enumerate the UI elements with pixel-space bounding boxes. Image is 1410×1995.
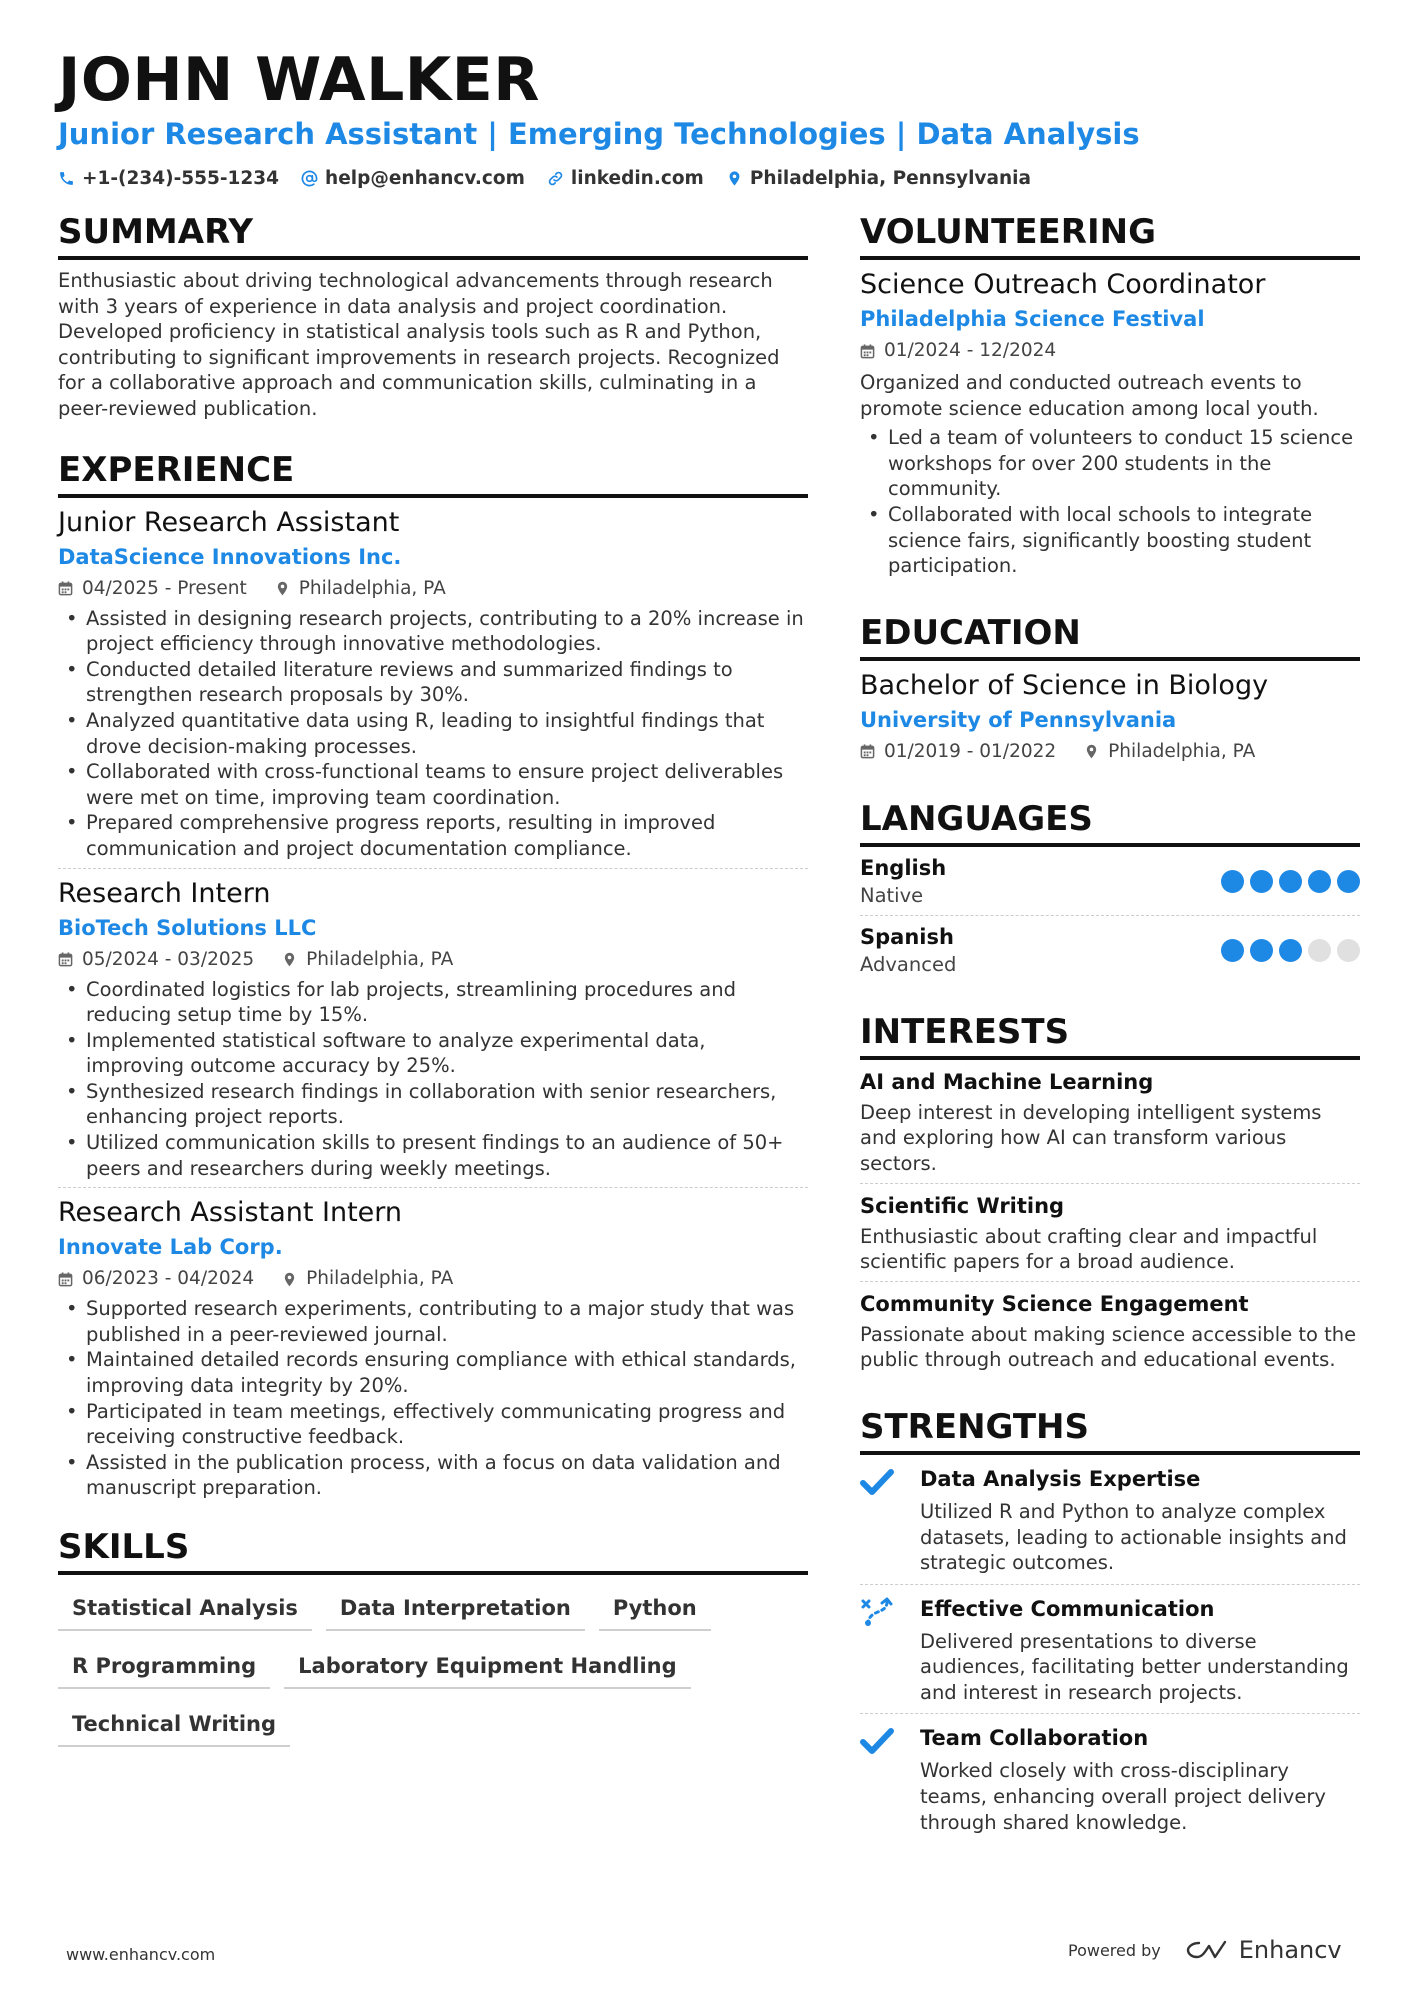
bullet-item: • Utilized communication skills to present findings to an audience of 50+ peers and researchers during weekly meetings.: [58, 1130, 808, 1181]
degree-title: Bachelor of Science in Biology: [860, 669, 1269, 701]
contact-phone[interactable]: [58, 168, 279, 189]
entry-meta: [860, 739, 1360, 765]
section-title: VOLUNTEERING: [860, 210, 1360, 260]
link-icon: [547, 170, 564, 187]
powered-by-text: Powered by: [1068, 1940, 1161, 1960]
strengths-section: [860, 1405, 1360, 1843]
entry-meta: [58, 947, 808, 973]
interests-section: [860, 1010, 1360, 1379]
section-title: SUMMARY: [58, 210, 808, 260]
enhancv-logo-icon: [1185, 1938, 1229, 1962]
section-title: STRENGTHS: [860, 1405, 1360, 1455]
dates-text: 04/2025 - Present: [82, 577, 247, 599]
dates-text: 05/2024 - 03/2025: [82, 948, 255, 970]
contact-email[interactable]: [301, 168, 525, 189]
entry-meta: [58, 576, 808, 602]
bullet-list: [58, 977, 808, 1182]
dates-text: 01/2024 - 12/2024: [884, 340, 1057, 361]
summary-section: [58, 210, 808, 422]
experience-entry: [58, 498, 808, 868]
bullet-item: • Participated in team meetings, effectively communicating progress and receiving constructive feedback.: [58, 1399, 808, 1450]
bullet-item: • Collaborated with cross-functional teams to ensure project deliverables were met on time, improving team coordination.: [58, 759, 808, 810]
checkmark-icon: [860, 1467, 894, 1497]
job-title: Research Intern: [58, 877, 271, 909]
location-pin-icon: [1084, 744, 1099, 759]
language-row: [860, 847, 1360, 915]
proficiency-dot-filled: [1308, 870, 1331, 893]
location-pin-icon: [282, 1272, 297, 1287]
bullet-item: • Analyzed quantitative data using R, leading to insightful findings that drove decision-making processes.: [58, 708, 808, 759]
footer-website[interactable]: www.enhancv.com: [66, 1945, 216, 1964]
location-text: Philadelphia, Pennsylvania: [749, 168, 1031, 189]
skills-section: [58, 1525, 808, 1747]
language-name: Spanish: [860, 924, 954, 949]
dates-text: 06/2023 - 04/2024: [82, 1268, 255, 1290]
proficiency-dots: [1221, 870, 1360, 893]
date-range: [58, 947, 254, 973]
section-title: EDUCATION: [860, 611, 1360, 661]
interest-text: Enthusiastic about crafting clear and impactful scientific papers for a broad audience.: [860, 1224, 1318, 1274]
interest-title: Scientific Writing: [860, 1193, 1065, 1218]
section-title: EXPERIENCE: [58, 448, 808, 498]
calendar-icon: [58, 1272, 73, 1287]
checkmark-icon: [860, 1726, 894, 1756]
company-name: BioTech Solutions LLC: [58, 915, 317, 940]
section-title: LANGUAGES: [860, 797, 1360, 847]
entry-location: [1084, 739, 1255, 765]
experience-section: [58, 448, 808, 1507]
job-title: Junior Research Assistant: [58, 506, 400, 538]
contact-linkedin[interactable]: [547, 168, 704, 189]
location-pin-icon: [282, 952, 297, 967]
proficiency-dot-filled: [1250, 870, 1273, 893]
volunteer-role: Science Outreach Coordinator: [860, 269, 1266, 300]
bullet-list: [58, 1296, 808, 1501]
location-text: Philadelphia, PA: [306, 948, 454, 970]
calendar-icon: [860, 744, 875, 759]
organization-name: Philadelphia Science Festival: [860, 307, 1205, 331]
entry-location: [275, 576, 446, 602]
proficiency-dot-filled: [1250, 939, 1273, 962]
proficiency-dot-empty: [1308, 939, 1331, 962]
date-range: [58, 1266, 254, 1292]
bullet-list: [58, 606, 808, 862]
linkedin-text: linkedin.com: [570, 168, 704, 189]
skill-tag: Statistical Analysis: [58, 1589, 312, 1631]
education-section: [860, 611, 1360, 771]
strength-item: [860, 1713, 1360, 1843]
brand-name: Enhancv: [1238, 1936, 1342, 1964]
bullet-item: • Implemented statistical software to analyze experimental data, improving outcome accuracy by 25%.: [58, 1028, 808, 1079]
school-name: University of Pennsylvania: [860, 707, 1177, 732]
interest-title: AI and Machine Learning: [860, 1069, 1154, 1094]
language-name: English: [860, 855, 947, 880]
language-row: [860, 915, 1360, 984]
skills-list: [58, 1589, 808, 1747]
skill-tag: Technical Writing: [58, 1705, 290, 1747]
entry-meta: [58, 1266, 808, 1292]
calendar-icon: [58, 952, 73, 967]
date-range: [860, 739, 1056, 765]
language-level: Native: [860, 883, 924, 907]
company-name: DataScience Innovations Inc.: [58, 544, 402, 569]
bullet-item: • Conducted detailed literature reviews and summarized findings to strengthen research proposals by 30%.: [58, 657, 808, 708]
left-column: [58, 210, 808, 1773]
strength-item: [860, 1584, 1360, 1714]
location-pin-icon: [275, 581, 290, 596]
proficiency-dot-filled: [1337, 870, 1360, 893]
skill-tag: Python: [599, 1589, 711, 1631]
company-name: Innovate Lab Corp.: [58, 1235, 283, 1260]
skill-tag: Laboratory Equipment Handling: [284, 1647, 690, 1689]
volunteering-entry: [860, 260, 1360, 585]
entry-location: [282, 947, 453, 973]
entry-meta: [860, 338, 1360, 364]
entry-location: [282, 1266, 453, 1292]
bullet-item: • Assisted in the publication process, with a focus on data validation and manuscript preparation.: [58, 1450, 808, 1501]
proficiency-dot-filled: [1221, 870, 1244, 893]
strategy-icon: [860, 1597, 894, 1627]
interest-item: [860, 1281, 1360, 1379]
summary-text: Enthusiastic about driving technological advancements through research with 3 years of experience in data analysis and project coordination. Developed proficiency in statistical analysis tools such as R and Python, contributing to significant improvements in research projects. Recognized for a collaborative approach and communication skills, culminating in a peer-reviewed publication.: [58, 269, 780, 420]
bullet-item: • Coordinated logistics for lab projects, streamlining procedures and reducing setup time by 15%.: [58, 977, 808, 1028]
date-range: [860, 338, 1056, 364]
strength-text: Utilized R and Python to analyze complex datasets, leading to actionable insights and strategic outcomes.: [920, 1499, 1347, 1575]
bullet-item: • Collaborated with local schools to integrate science fairs, significantly boosting student participation.: [860, 502, 1360, 579]
interest-item: [860, 1183, 1360, 1281]
proficiency-dots: [1221, 939, 1360, 962]
language-level: Advanced: [860, 952, 957, 976]
experience-entry: [58, 1187, 808, 1507]
interest-item: [860, 1060, 1360, 1183]
interest-title: Community Science Engagement: [860, 1291, 1249, 1316]
calendar-icon: [860, 344, 875, 359]
proficiency-dot-filled: [1279, 939, 1302, 962]
phone-icon: [58, 170, 75, 187]
proficiency-dot-filled: [1279, 870, 1302, 893]
location-text: Philadelphia, PA: [298, 577, 446, 599]
right-column: [860, 210, 1360, 1869]
location-text: Philadelphia, PA: [306, 1268, 454, 1290]
experience-entry: [58, 868, 808, 1188]
email-text: help@enhancv.com: [325, 168, 525, 189]
candidate-tagline: Junior Research Assistant | Emerging Technologies | Data Analysis: [58, 117, 1140, 151]
proficiency-dot-empty: [1337, 939, 1360, 962]
contact-bar: [58, 168, 1031, 189]
location-text: Philadelphia, PA: [1108, 740, 1256, 762]
section-title: SKILLS: [58, 1525, 808, 1575]
phone-text: +1-(234)-555-1234: [82, 168, 280, 189]
bullet-item: • Assisted in designing research projects, contributing to a 20% increase in project efficiency through innovative methodologies.: [58, 606, 808, 657]
at-sign-icon: [301, 170, 318, 187]
strength-text: Worked closely with cross-disciplinary teams, enhancing overall project delivery through shared knowledge.: [920, 1759, 1326, 1834]
footer-branding: [1068, 1936, 1342, 1964]
proficiency-dot-filled: [1221, 939, 1244, 962]
strength-title: Data Analysis Expertise: [920, 1466, 1201, 1491]
strength-text: Delivered presentations to diverse audiences, facilitating better understanding and interest in research projects.: [920, 1629, 1349, 1704]
bullet-item: • Synthesized research findings in collaboration with senior researchers, enhancing project reports.: [58, 1079, 808, 1130]
bullet-item: • Prepared comprehensive progress reports, resulting in improved communication and project documentation compliance.: [58, 810, 808, 861]
contact-location: [726, 168, 1031, 189]
calendar-icon: [58, 581, 73, 596]
skill-tag: Data Interpretation: [326, 1589, 585, 1631]
strength-item: [860, 1455, 1360, 1584]
bullet-item: • Supported research experiments, contributing to a major study that was published in a peer-reviewed journal.: [58, 1296, 808, 1347]
section-title: INTERESTS: [860, 1010, 1360, 1060]
volunteer-description: Organized and conducted outreach events to promote science education among local youth.: [860, 371, 1319, 420]
volunteering-section: [860, 210, 1360, 585]
job-title: Research Assistant Intern: [58, 1197, 403, 1229]
bullet-item: • Led a team of volunteers to conduct 15 science workshops for over 200 students in the community.: [860, 425, 1360, 502]
interest-text: Deep interest in developing intelligent systems and exploring how AI can transform various sectors.: [860, 1100, 1322, 1175]
strength-title: Team Collaboration: [920, 1726, 1149, 1751]
languages-section: [860, 797, 1360, 984]
dates-text: 01/2019 - 01/2022: [884, 740, 1057, 762]
bullet-list: [860, 425, 1360, 579]
education-entry: [860, 661, 1360, 771]
brand-logo[interactable]: [1185, 1936, 1342, 1964]
location-pin-icon: [726, 170, 743, 187]
interest-text: Passionate about making science accessible to the public through outreach and educational events.: [860, 1322, 1357, 1372]
candidate-name: JOHN WALKER: [58, 45, 540, 115]
date-range: [58, 576, 247, 602]
bullet-item: • Maintained detailed records ensuring compliance with ethical standards, improving data integrity by 20%.: [58, 1347, 808, 1398]
strength-title: Effective Communication: [920, 1596, 1215, 1621]
skill-tag: R Programming: [58, 1647, 270, 1689]
